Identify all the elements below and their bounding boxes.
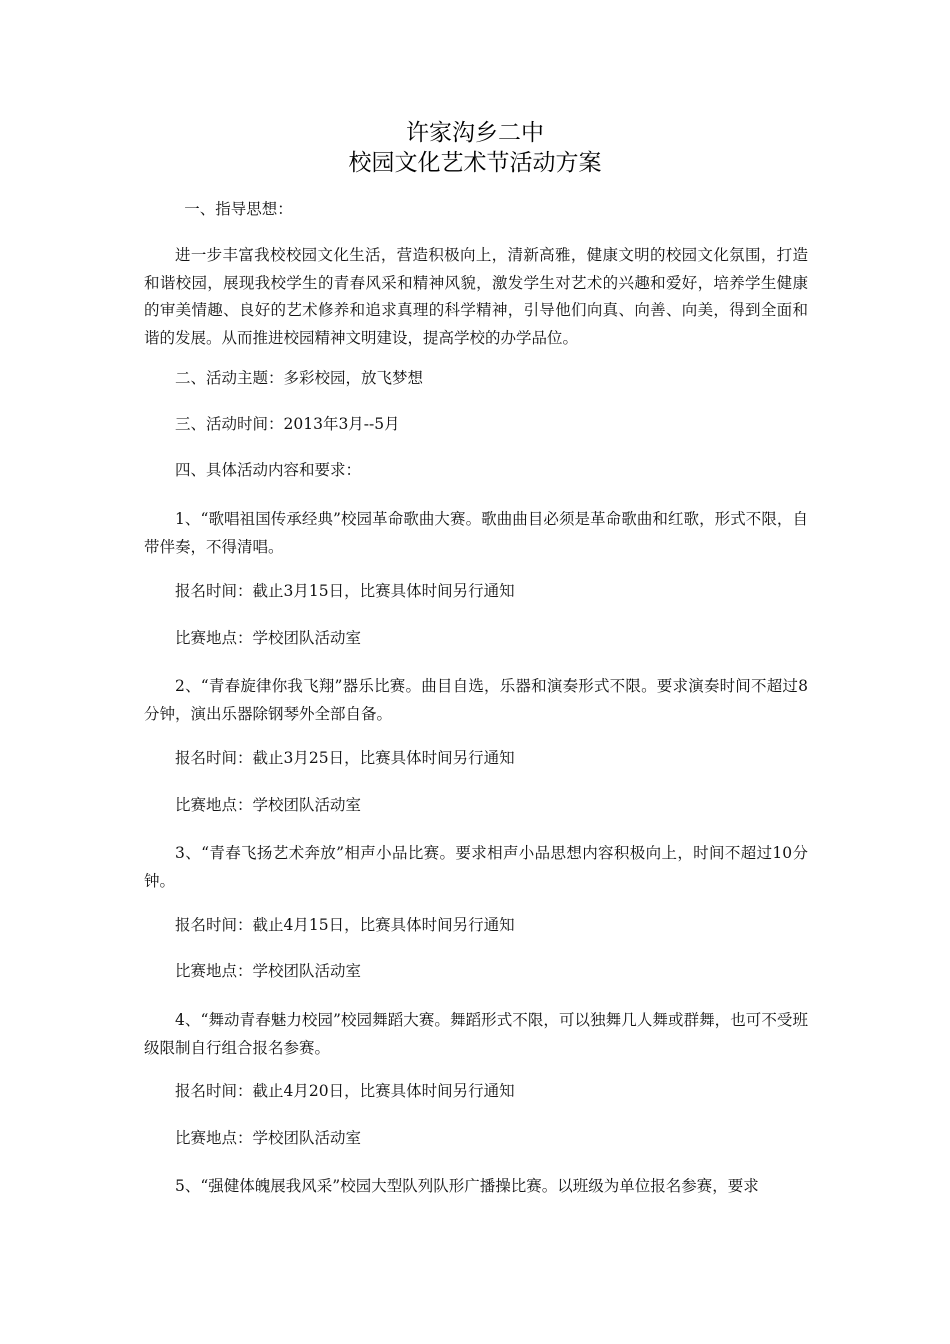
paragraph-guiding-ideology: 进一步丰富我校校园文化生活，营造积极向上，清新高雅，健康文明的校园文化氛围，打造和谐校园，展现我校学生的青春风采和精神风貌，激发学生对艺术的兴趣和爱好，培养学生健康的审美情趣、良好的艺术修养和追求真理的科学精神，引导他们向真、向善、向美，得到全面和谐的发展。从而推进校园精神文明建设，提高学校的办学品位。	[144, 246, 808, 347]
section-heading-time: 三、活动时间：2013年3月--5月	[175, 415, 400, 433]
activity-2-registration: 报名时间：截止3月25日，比赛具体时间另行通知	[175, 749, 515, 767]
activity-item-1: 1、“歌唱祖国传承经典”校园革命歌曲大赛。歌曲曲目必须是革命歌曲和红歌，形式不限，自带伴奏，不得清唱。	[144, 510, 808, 556]
activity-item-3: 3、“青春飞扬艺术奔放”相声小品比赛。要求相声小品思想内容积极向上，时间不超过10分钟。	[144, 844, 808, 890]
activity-item-2: 2、“青春旋律你我飞翔”器乐比赛。曲目自选，乐器和演奏形式不限。要求演奏时间不超过8分钟，演出乐器除钢琴外全部自备。	[144, 677, 808, 723]
activity-1-venue: 比赛地点：学校团队活动室	[175, 629, 362, 647]
activity-3-venue: 比赛地点：学校团队活动室	[175, 962, 362, 980]
activity-item-4: 4、“舞动青春魅力校园”校园舞蹈大赛。舞蹈形式不限，可以独舞几人舞或群舞，也可不受班级限制自行组合报名参赛。	[144, 1011, 808, 1057]
activity-item-5: 5、“强健体魄展我风采”校园大型队列队形广播操比赛。以班级为单位报名参赛，要求	[175, 1177, 759, 1195]
activity-1-registration: 报名时间：截止3月15日，比赛具体时间另行通知	[175, 582, 515, 600]
title-school-name: 许家沟乡二中	[406, 120, 544, 146]
activity-4-registration: 报名时间：截止4月20日，比赛具体时间另行通知	[175, 1082, 515, 1100]
activity-4-venue: 比赛地点：学校团队活动室	[175, 1129, 362, 1147]
title-plan-name: 校园文化艺术节活动方案	[348, 150, 602, 176]
activity-3-registration: 报名时间：截止4月15日，比赛具体时间另行通知	[175, 916, 515, 934]
activity-2-venue: 比赛地点：学校团队活动室	[175, 796, 362, 814]
section-heading-theme: 二、活动主题：多彩校园，放飞梦想	[175, 369, 424, 387]
document-title	[0, 118, 950, 178]
section-heading-activities: 四、具体活动内容和要求：	[175, 461, 362, 479]
section-heading-guiding-ideology: 一、指导思想：	[184, 200, 293, 218]
